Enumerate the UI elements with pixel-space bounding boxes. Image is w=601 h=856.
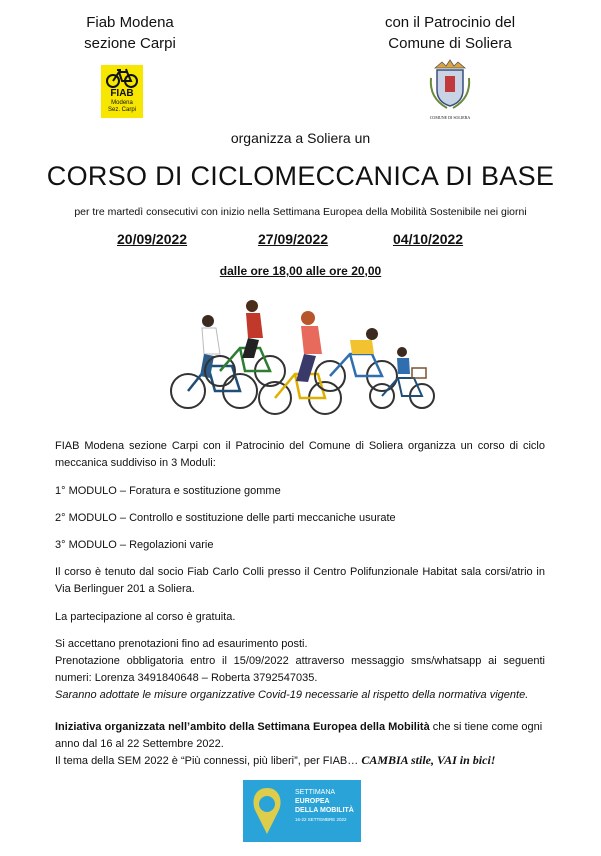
patronage-header	[360, 12, 540, 54]
booking-note: Si accettano prenotazioni fino ad esaurimento posti.	[55, 638, 308, 650]
date-3: 04/10/2022	[393, 231, 464, 247]
date-1: 20/09/2022	[117, 231, 188, 247]
initiative-bold: Iniziativa organizzata nell’ambito della Settimana Europea della Mobilità	[55, 721, 430, 733]
fiab-logo	[101, 65, 143, 118]
module-3: 3° MODULO – Regolazioni varie	[55, 539, 214, 551]
cyclists-icon	[160, 296, 440, 426]
booking-paragraph: Prenotazione obbligatoria entro il 15/09/2022 attraverso messaggio sms/whatsapp ai seguenti numeri: Lorenza 3491840648 – Roberta 3792547035.	[55, 655, 545, 684]
initiative-rest: che si tiene come ogni anno dal 16 al 22 Settembre 2022.	[55, 721, 543, 750]
coat-caption: COMUNE DI SOLIERA	[429, 115, 471, 120]
sem-logo	[243, 780, 361, 842]
page-title: CORSO DI CICLOMECCANICA DI BASE	[46, 161, 555, 191]
map-pin-icon	[245, 780, 293, 842]
intro-paragraph: FIAB Modena sezione Carpi con il Patrocinio del Comune di Soliera organizza un corso di ciclo meccanica suddiviso in 3 Moduli:	[55, 440, 545, 469]
subtitle: per tre martedì consecutivi con inizio nella Settimana Europea della Mobilità Sostenibile nei giorni	[74, 206, 527, 218]
location-paragraph: Il corso è tenuto dal socio Fiab Carlo Colli presso il Centro Polifunzionale Habitat sala corsi/atrio in Via Berlinguer 201 a Soliera.	[55, 566, 545, 595]
initiative-paragraph	[55, 719, 545, 753]
module-1: 1° MODULO – Foratura e sostituzione gomme	[55, 485, 281, 497]
intro-line: organizza a Soliera un	[230, 130, 371, 146]
fiab-logo-subtext: Modena Sez. Carpi	[107, 100, 136, 113]
theme-text: Il tema della SEM 2022 è “Più connessi, più liberi”, per FIAB…	[55, 755, 362, 767]
theme-line	[55, 752, 545, 770]
date-2: 27/09/2022	[258, 231, 329, 247]
free-participation: La partecipazione al corso è gratuita.	[55, 611, 236, 623]
sem-logo-text: SETTIMANA EUROPEA DELLA MOBILITÀ 16-22 SETTEMBRE 2022	[295, 789, 354, 822]
bicycle-icon	[101, 66, 143, 90]
coat-of-arms-icon	[425, 58, 475, 110]
theme-slogan: CAMBIA stile, VAI in bici!	[361, 753, 496, 767]
organizer-header	[70, 12, 190, 54]
cyclists-illustration	[160, 296, 440, 426]
course-hours: dalle ore 18,00 alle ore 20,00	[219, 264, 382, 278]
patronage-municipality: Comune di Soliera	[388, 35, 512, 52]
soliera-coat-of-arms	[425, 58, 475, 122]
patronage-text: con il Patrocinio del	[384, 14, 516, 31]
module-2: 2° MODULO – Controllo e sostituzione delle parti meccaniche usurate	[55, 512, 396, 524]
fiab-logo-text: FIAB	[110, 88, 134, 99]
organizer-section: sezione Carpi	[84, 35, 176, 52]
covid-note: Saranno adottate le misure organizzative Covid-19 necessarie al rispetto della normativa vigente.	[55, 689, 529, 701]
organizer-name: Fiab Modena	[86, 14, 174, 31]
